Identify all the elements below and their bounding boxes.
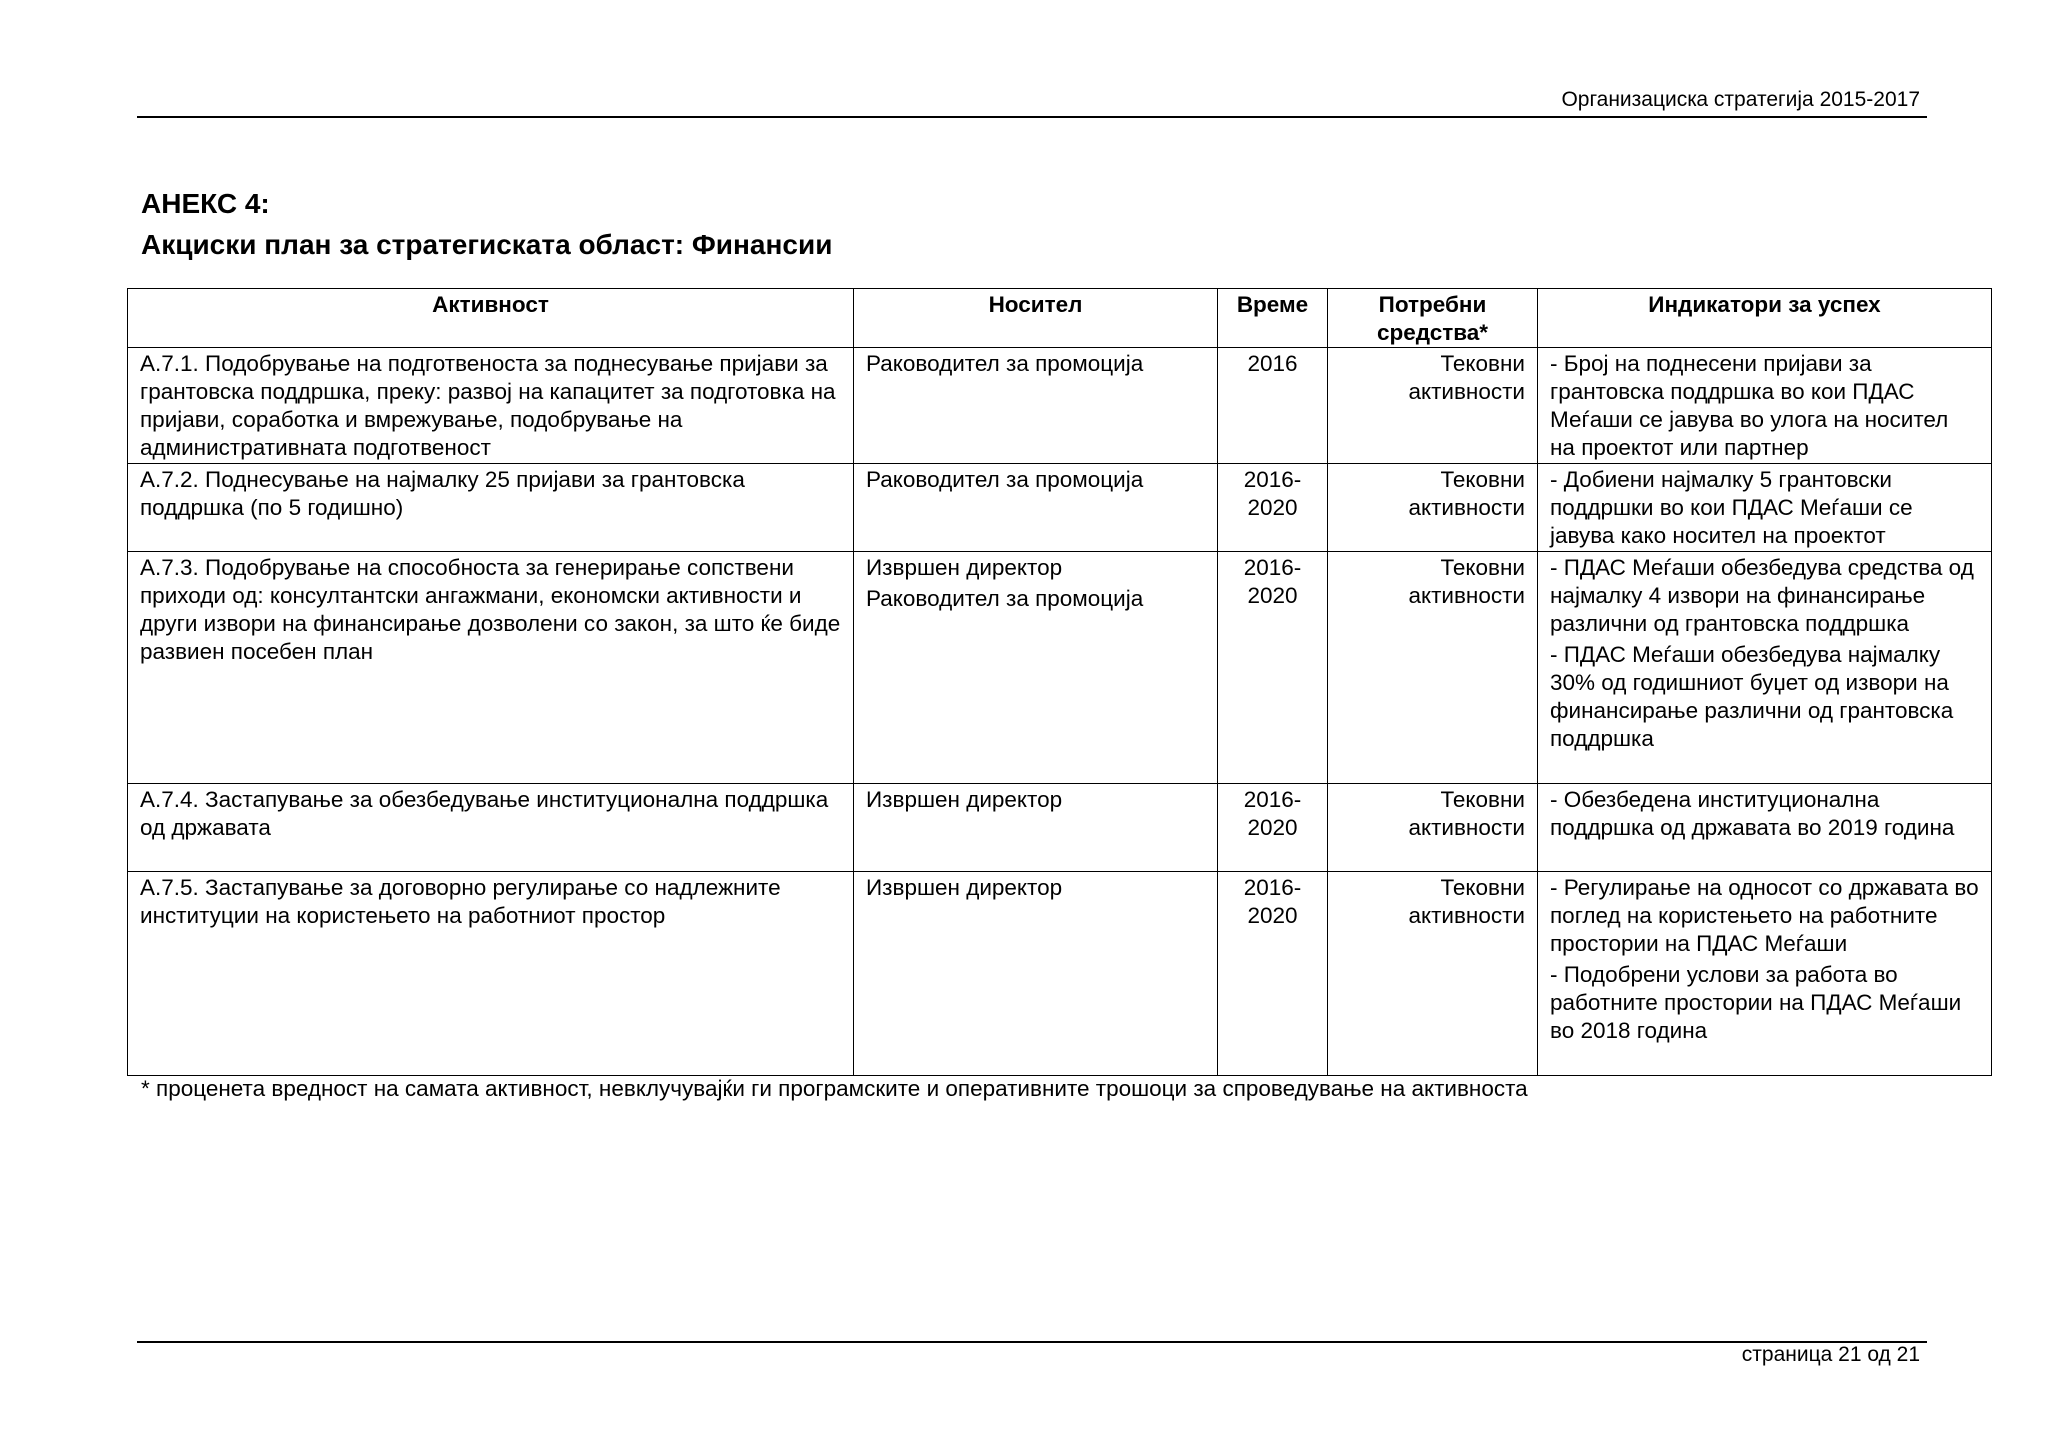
indicators-cell bbox=[1538, 552, 1992, 784]
annex-title: АНЕКС 4: bbox=[141, 188, 270, 219]
indicators-cell bbox=[1538, 464, 1992, 552]
time-cell: 2016-2020 bbox=[1218, 552, 1328, 784]
table-row bbox=[128, 552, 1992, 784]
indicators-cell bbox=[1538, 784, 1992, 872]
time-cell: 2016-2020 bbox=[1218, 872, 1328, 1076]
time-cell: 2016 bbox=[1218, 348, 1328, 464]
annex-subtitle: Акциски план за стратегиската област: Финансии bbox=[141, 229, 833, 260]
indicator-item: - ПДАС Мeѓаши обезбедува средства од најмалку 4 извори на финансирање различни од грантовска поддршка bbox=[1550, 555, 1974, 636]
carrier-cell bbox=[854, 872, 1218, 1076]
indicator-item: - Регулирање на односот со државата во поглед на користењето на работните простории на ПДАС Мeѓаши bbox=[1550, 875, 1979, 956]
indicators-cell bbox=[1538, 872, 1992, 1076]
header-rule bbox=[137, 116, 1927, 118]
header-indicators: Индикатори за успех bbox=[1538, 289, 1992, 348]
carrier-item: Раководител за промоција bbox=[866, 467, 1144, 492]
activity-cell: А.7.1. Подобрување на подготвеноста за поднесување пријави за грантовска поддршка, преку: развој на капацитет за подготовка на пријави, соработка и вмрежување, подобрување на административната подготвеност bbox=[128, 348, 854, 464]
page-number: страница 21 од 21 bbox=[1741, 1343, 1920, 1366]
footer-rule bbox=[137, 1341, 1927, 1343]
time-cell: 2016-2020 bbox=[1218, 784, 1328, 872]
table-header-row bbox=[128, 289, 1992, 348]
indicator-item: - Подобрени услови за работа во работните простории на ПДАС Мeѓаши во 2018 година bbox=[1550, 962, 1962, 1043]
carrier-cell bbox=[854, 464, 1218, 552]
header-activity: Активност bbox=[128, 289, 854, 348]
indicator-item: - ПДАС Мeѓаши обезбедува најмалку 30% од годишниот буџет од извори на финансирање различни од грантовска поддршка bbox=[1550, 642, 1954, 751]
carrier-item: Извршен директор bbox=[866, 875, 1063, 900]
indicator-item: - Број на поднесени пријави за грантовска поддршка во кои ПДАС Меѓаши се јавува во улога на носител на проектот или партнер bbox=[1550, 351, 1949, 460]
resources-cell: Тековни активности bbox=[1328, 784, 1538, 872]
carrier-item: Извршен директор bbox=[866, 555, 1063, 580]
table-row bbox=[128, 872, 1992, 1076]
header-resources: Потребни средства* bbox=[1328, 289, 1538, 348]
indicators-cell bbox=[1538, 348, 1992, 464]
resources-cell: Тековни активности bbox=[1328, 348, 1538, 464]
activity-cell: А.7.5. Застапување за договорно регулирање со надлежните институции на користењето на работниот простор bbox=[128, 872, 854, 1076]
table-footnote: * проценета вредност на самата активност, невклучувајќи ги програмските и оперативните трошоци за спроведување на активноста bbox=[141, 1076, 1528, 1101]
document-header-title: Организацискa стратегија 2015-2017 bbox=[1561, 88, 1920, 111]
carrier-item: Раководител за промоција bbox=[866, 586, 1144, 611]
time-cell: 2016-2020 bbox=[1218, 464, 1328, 552]
activity-cell: А.7.3. Подобрување на способноста за генерирање сопствени приходи од: консултантски ангажмани, економски активности и други извори на финансирање дозволени со закон, за што ќе биде развиен посебен план bbox=[128, 552, 854, 784]
carrier-item: Раководител за промоција bbox=[866, 351, 1144, 376]
carrier-cell bbox=[854, 348, 1218, 464]
activity-cell: А.7.4. Застапување за обезбедување институционална поддршка од државата bbox=[128, 784, 854, 872]
activity-cell: А.7.2. Поднесување на најмалку 25 пријави за грантовска поддршка (по 5 годишно) bbox=[128, 464, 854, 552]
carrier-cell bbox=[854, 784, 1218, 872]
resources-cell: Тековни активности bbox=[1328, 464, 1538, 552]
carrier-item: Извршен директор bbox=[866, 787, 1063, 812]
header-carrier: Носител bbox=[854, 289, 1218, 348]
indicator-item: - Добиени најмалку 5 грантовски поддршки во кои ПДАС Мeѓаши се јавува како носител на проектот bbox=[1550, 467, 1913, 548]
header-time: Време bbox=[1218, 289, 1328, 348]
carrier-cell bbox=[854, 552, 1218, 784]
table-row bbox=[128, 784, 1992, 872]
indicator-item: - Обезбедена институционална поддршка од државата во 2019 година bbox=[1550, 787, 1955, 840]
table-row bbox=[128, 464, 1992, 552]
resources-cell: Тековни активности bbox=[1328, 872, 1538, 1076]
action-plan-table bbox=[127, 288, 1992, 1076]
table-row bbox=[128, 348, 1992, 464]
resources-cell: Тековни активности bbox=[1328, 552, 1538, 784]
